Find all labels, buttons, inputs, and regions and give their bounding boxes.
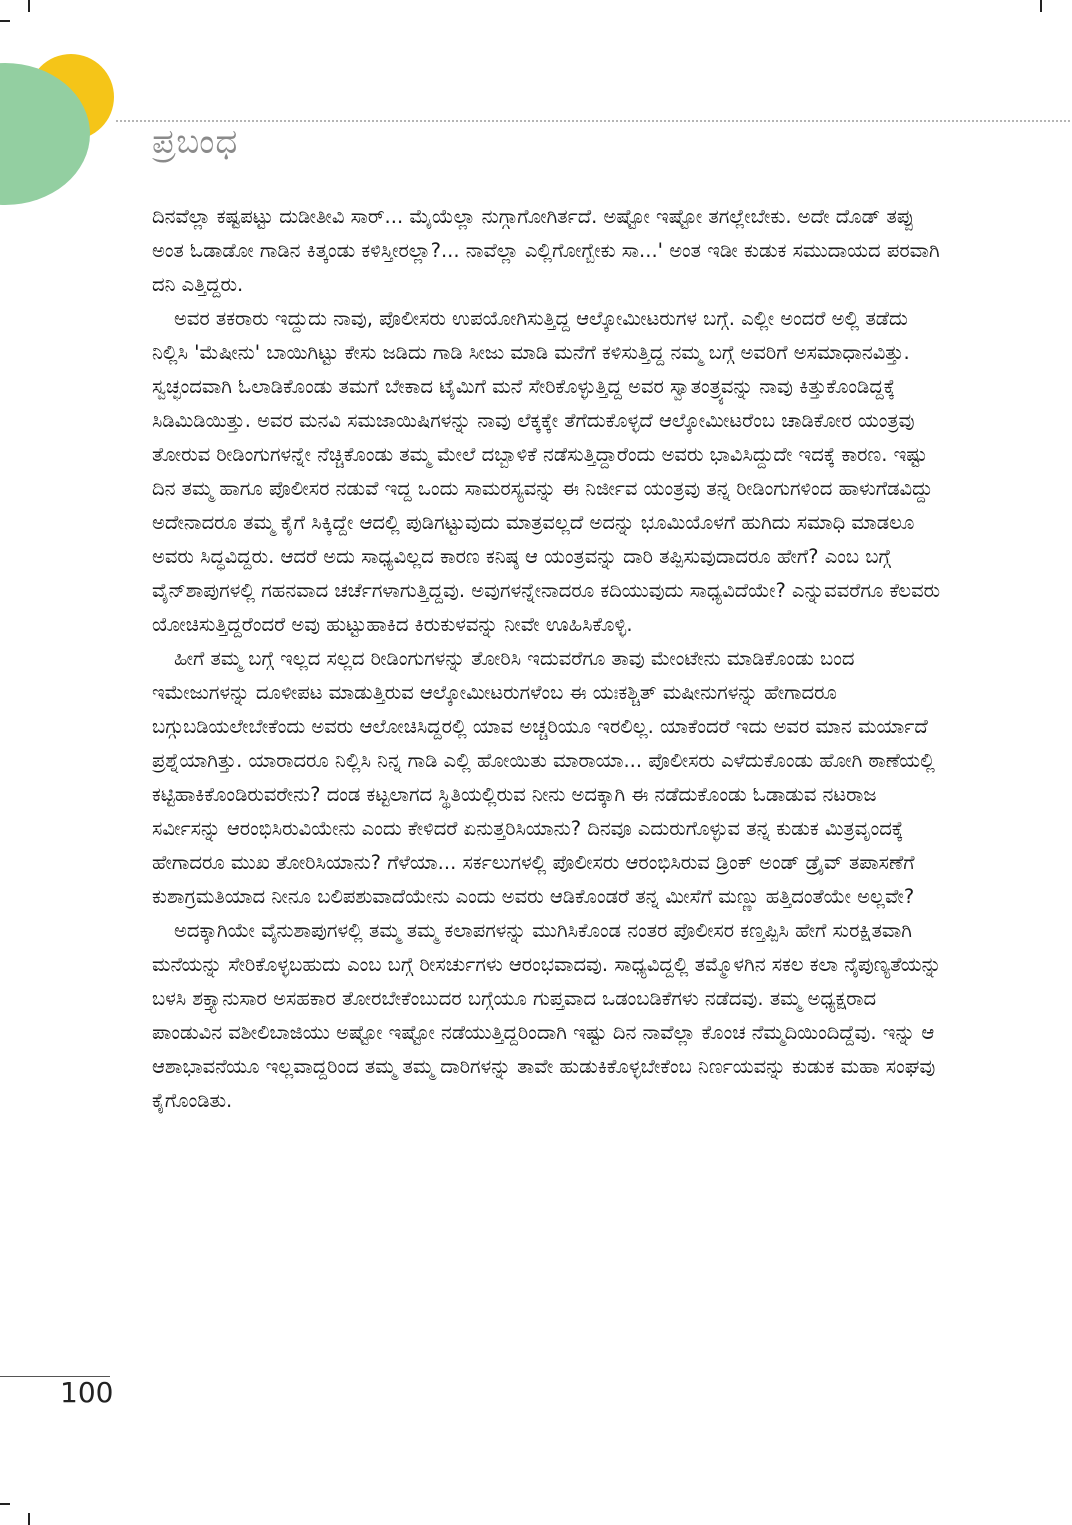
paragraph: ದಿನವೆಲ್ಲಾ ಕಷ್ಟಪಟ್ಟು ದುಡೀತೀವಿ ಸಾರ್... ಮೈಯೆಲ್ಲಾ ನುಗ್ಗಾಗೋಗಿರ್ತದೆ. ಅಷ್ಟೋ ಇಷ್ಟೋ ತಗಲ್ಲೇಬೇಕು. ಅದೇ ದೊಡ್ ತಪ್ಪು ಅಂತ ಓಡಾಡೋ ಗಾಡಿನ ಕಿತ್ಕಂಡು ಕಳಿಸ್ತೀರಲ್ಲಾ?... ನಾವೆಲ್ಲಾ ಎಲ್ಲಿಗೋಗ್ಬೇಕು ಸಾ...' ಅಂತ ಇಡೀ ಕುಡುಕ ಸಮುದಾಯದ ಪರವಾಗಿ ದನಿ ಎತ್ತಿದ್ದರು.	[152, 205, 940, 296]
paragraph: ಅವರ ತಕರಾರು ಇದ್ದುದು ನಾವು, ಪೊಲೀಸರು ಉಪಯೋಗಿಸುತ್ತಿದ್ದ ಆಲ್ಕೋಮೀಟರುಗಳ ಬಗ್ಗೆ. ಎಲ್ಲೀ ಅಂದರೆ ಅಲ್ಲಿ ತಡೆದು ನಿಲ್ಲಿಸಿ 'ಮೆಷೀನು' ಬಾಯಿಗಿಟ್ಟು ಕೇಸು ಜಡಿದು ಗಾಡಿ ಸೀಜು ಮಾಡಿ ಮನೆಗೆ ಕಳಿಸುತ್ತಿದ್ದ ನಮ್ಮ ಬಗ್ಗೆ ಅವರಿಗೆ ಅಸಮಾಧಾನವಿತ್ತು. ಸ್ವಚ್ಛಂದವಾಗಿ ಓಲಾಡಿಕೊಂಡು ತಮಗೆ ಬೇಕಾದ ಟೈಮಿಗೆ ಮನೆ ಸೇರಿಕೊಳ್ಳುತ್ತಿದ್ದ ಅವರ ಸ್ವಾತಂತ್ರ್ಯವನ್ನು ನಾವು ಕಿತ್ತುಕೊಂಡಿದ್ದಕ್ಕೆ ಸಿಡಿಮಿಡಿಯಿತ್ತು. ಅವರ ಮನವಿ ಸಮಜಾಯಿಷಿಗಳನ್ನು ನಾವು ಲೆಕ್ಕಕ್ಕೇ ತೆಗೆದುಕೊಳ್ಳದೆ ಆಲ್ಕೋಮೀಟರೆಂಬ ಚಾಡಿಕೋರ ಯಂತ್ರವು ತೋರುವ ರೀಡಿಂಗುಗಳನ್ನೇ ನೆಚ್ಚಿಕೊಂಡು ತಮ್ಮ ಮೇಲೆ ದಬ್ಬಾಳಿಕೆ ನಡೆಸುತ್ತಿದ್ದಾರೆಂದು ಅವರು ಭಾವಿಸಿದ್ದುದೇ ಇದಕ್ಕೆ ಕಾರಣ. ಇಷ್ಟು ದಿನ ತಮ್ಮ ಹಾಗೂ ಪೊಲೀಸರ ನಡುವೆ ಇದ್ದ ಒಂದು ಸಾಮರಸ್ಯವನ್ನು ಈ ನಿರ್ಜೀವ ಯಂತ್ರವು ತನ್ನ ರೀಡಿಂಗುಗಳಿಂದ ಹಾಳುಗೆಡವಿದ್ದು ಅದೇನಾದರೂ ತಮ್ಮ ಕೈಗೆ ಸಿಕ್ಕಿದ್ದೇ ಆದಲ್ಲಿ ಪುಡಿಗಟ್ಟುವುದು ಮಾತ್ರವಲ್ಲದೆ ಅದನ್ನು ಭೂಮಿಯೊಳಗೆ ಹುಗಿದು ಸಮಾಧಿ ಮಾಡಲೂ ಅವರು ಸಿದ್ಧವಿದ್ದರು. ಆದರೆ ಅದು ಸಾಧ್ಯವಿಲ್ಲದ ಕಾರಣ ಕನಿಷ್ಠ ಆ ಯಂತ್ರವನ್ನು ದಾರಿ ತಪ್ಪಿಸುವುದಾದರೂ ಹೇಗೆ? ಎಂಬ ಬಗ್ಗೆ ವೈನ್‌ಶಾಪುಗಳಲ್ಲಿ ಗಹನವಾದ ಚರ್ಚೆಗಳಾಗುತ್ತಿದ್ದವು. ಅವುಗಳನ್ನೇನಾದರೂ ಕದಿಯುವುದು ಸಾಧ್ಯವಿದೆಯೇ? ಎನ್ನುವವರೆಗೂ ಕೆಲವರು ಯೋಚಿಸುತ್ತಿದ್ದರೆಂದರೆ ಅವು ಹುಟ್ಟುಹಾಕಿದ ಕಿರುಕುಳವನ್ನು ನೀವೇ ಊಹಿಸಿಕೊಳ್ಳಿ.	[152, 307, 941, 636]
crop-mark-left-top	[0, 20, 10, 22]
crop-mark-top-left	[28, 0, 30, 12]
paragraph: ಅದಕ್ಕಾಗಿಯೇ ವೈನುಶಾಪುಗಳಲ್ಲಿ ತಮ್ಮ ತಮ್ಮ ಕಲಾಪಗಳನ್ನು ಮುಗಿಸಿಕೊಂಡ ನಂತರ ಪೊಲೀಸರ ಕಣ್ತಪ್ಪಿಸಿ ಹೇಗೆ ಸುರಕ್ಷಿತವಾಗಿ ಮನೆಯನ್ನು ಸೇರಿಕೊಳ್ಳಬಹುದು ಎಂಬ ಬಗ್ಗೆ ರೀಸರ್ಚುಗಳು ಆರಂಭವಾದವು. ಸಾಧ್ಯವಿದ್ದಲ್ಲಿ ತಮ್ಮೊಳಗಿನ ಸಕಲ ಕಲಾ ನೈಪುಣ್ಯತೆಯನ್ನು ಬಳಸಿ ಶಕ್ತ್ಯಾನುಸಾರ ಅಸಹಕಾರ ತೋರಬೇಕೆಂಬುದರ ಬಗ್ಗೆಯೂ ಗುಪ್ತವಾದ ಒಡಂಬಡಿಕೆಗಳು ನಡೆದವು. ತಮ್ಮ ಅಧ್ಯಕ್ಷರಾದ ಪಾಂಡುವಿನ ವಶೀಲಿಬಾಜಿಯು ಅಷ್ಟೋ ಇಷ್ಟೋ ನಡೆಯುತ್ತಿದ್ದರಿಂದಾಗಿ ಇಷ್ಟು ದಿನ ನಾವೆಲ್ಲಾ ಕೊಂಚ ನೆಮ್ಮದಿಯಿಂದಿದ್ದೆವು. ಇನ್ನು ಆ ಆಶಾಭಾವನೆಯೂ ಇಲ್ಲವಾದ್ದರಿಂದ ತಮ್ಮ ತಮ್ಮ ದಾರಿಗಳನ್ನು ತಾವೇ ಹುಡುಕಿಕೊಳ್ಳಬೇಕೆಂಬ ನಿರ್ಣಯವನ್ನು ಕುಡುಕ ಮಹಾ ಸಂಘವು ಕೈಗೊಂಡಿತು.	[152, 919, 942, 1112]
crop-mark-top-right	[1040, 0, 1042, 12]
page-number: 100	[60, 1376, 114, 1409]
crop-mark-left-bottom	[0, 1503, 10, 1505]
article-body	[152, 200, 942, 1118]
section-title: ಪ್ರಬಂಧ	[152, 122, 239, 162]
paragraph: ಹೀಗೆ ತಮ್ಮ ಬಗ್ಗೆ ಇಲ್ಲದ ಸಲ್ಲದ ರೀಡಿಂಗುಗಳನ್ನು ತೋರಿಸಿ ಇದುವರೆಗೂ ತಾವು ಮೇಂಟೇನು ಮಾಡಿಕೊಂಡು ಬಂದ ಇಮೇಜುಗಳನ್ನು ದೂಳೀಪಟ ಮಾಡುತ್ತಿರುವ ಆಲ್ಕೋಮೀಟರುಗಳೆಂಬ ಈ ಯಃಕಶ್ಚಿತ್ ಮಷೀನುಗಳನ್ನು ಹೇಗಾದರೂ ಬಗ್ಗುಬಡಿಯಲೇಬೇಕೆಂದು ಅವರು ಆಲೋಚಿಸಿದ್ದರಲ್ಲಿ ಯಾವ ಅಚ್ಚರಿಯೂ ಇರಲಿಲ್ಲ. ಯಾಕೆಂದರೆ ಇದು ಅವರ ಮಾನ ಮರ್ಯಾದೆ ಪ್ರಶ್ನೆಯಾಗಿತ್ತು. ಯಾರಾದರೂ ನಿಲ್ಲಿಸಿ ನಿನ್ನ ಗಾಡಿ ಎಲ್ಲಿ ಹೋಯಿತು ಮಾರಾಯಾ... ಪೊಲೀಸರು ಎಳೆದುಕೊಂಡು ಹೋಗಿ ಠಾಣೆಯಲ್ಲಿ ಕಟ್ಟಿಹಾಕಿಕೊಂಡಿರುವರೇನು? ದಂಡ ಕಟ್ಟಲಾಗದ ಸ್ಥಿತಿಯಲ್ಲಿರುವ ನೀನು ಅದಕ್ಕಾಗಿ ಈ ನಡೆದುಕೊಂಡು ಓಡಾಡುವ ನಟರಾಜ ಸರ್ವೀಸನ್ನು ಆರಂಭಿಸಿರುವಿಯೇನು ಎಂದು ಕೇಳಿದರೆ ಏನುತ್ತರಿಸಿಯಾನು? ದಿನವೂ ಎದುರುಗೊಳ್ಳುವ ತನ್ನ ಕುಡುಕ ಮಿತ್ರವೃಂದಕ್ಕೆ ಹೇಗಾದರೂ ಮುಖ ತೋರಿಸಿಯಾನು? ಗೆಳೆಯಾ... ಸರ್ಕಲುಗಳಲ್ಲಿ ಪೊಲೀಸರು ಆರಂಭಿಸಿರುವ ಡ್ರಿಂಕ್ ಅಂಡ್ ಡ್ರೈವ್ ತಪಾಸಣೆಗೆ ಕುಶಾಗ್ರಮತಿಯಾದ ನೀನೂ ಬಲಿಪಶುವಾದೆಯೇನು ಎಂದು ಅವರು ಆಡಿಕೊಂಡರೆ ತನ್ನ ಮೀಸೆಗೆ ಮಣ್ಣು ಹತ್ತಿದಂತೆಯೇ ಅಲ್ಲವೇ?	[152, 647, 935, 908]
header-dotted-rule	[116, 120, 1070, 122]
crop-mark-bottom-left	[28, 1513, 30, 1525]
